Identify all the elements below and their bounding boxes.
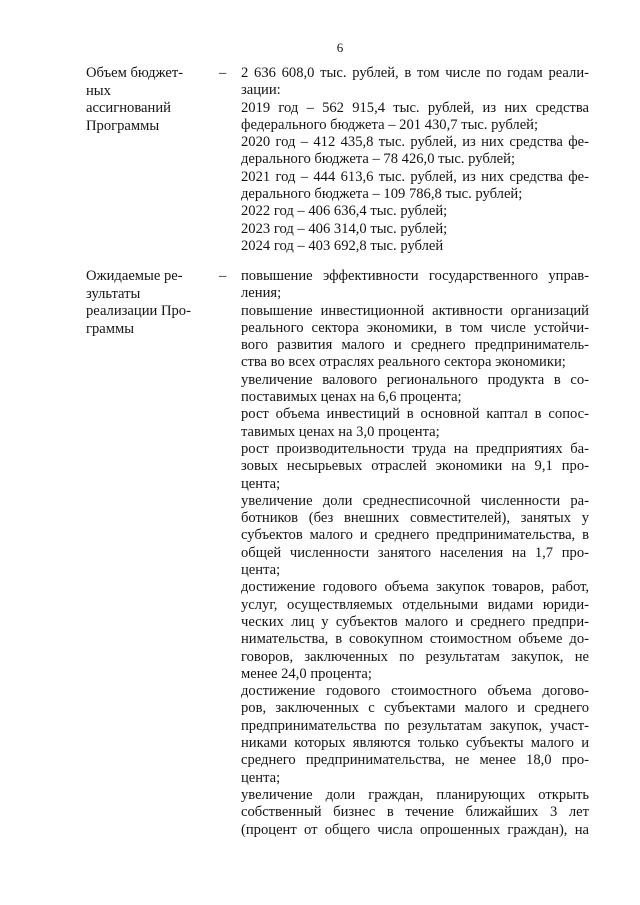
- results-label-line: зультаты: [86, 285, 141, 302]
- text-line: цента;: [241, 475, 281, 492]
- text-line: услуг, осуществляемых отдельными видами юриди-: [241, 596, 589, 613]
- results-dash: –: [219, 268, 227, 284]
- text-line: среднего предпринимательства, не менее 18,0 про-: [241, 752, 589, 769]
- text-line: 2021 год – 444 613,6 тыс. рублей, из них средства фе-: [241, 168, 589, 185]
- budget-2019-paragraph: [241, 100, 589, 135]
- text-line: рост объема инвестиций в основной каптал в сопос-: [241, 406, 589, 423]
- text-line: 2023 год – 406 314,0 тыс. рублей;: [241, 220, 448, 237]
- budget-label-line: ассигнований: [86, 100, 171, 116]
- text-line: федерального бюджета – 201 430,7 тыс. рублей;: [241, 116, 539, 133]
- budget-content: [241, 65, 589, 255]
- text-line: общей численности занятого населения на 1,7 про-: [241, 544, 589, 561]
- text-line: предпринимательства по результатам закупок, участ-: [241, 717, 589, 734]
- budget-label-line: Объем бюджет-: [86, 65, 184, 81]
- text-line: рост производительности труда на предприятиях ба-: [241, 440, 589, 457]
- text-line: тавимых ценах на 3,0 процента;: [241, 423, 440, 440]
- text-line: увеличение валового регионального продукта в со-: [241, 371, 589, 388]
- text-line: 2022 год – 406 636,4 тыс. рублей;: [241, 203, 448, 220]
- budget-2020-paragraph: [241, 134, 589, 169]
- result-item: [241, 493, 589, 579]
- text-line: 2024 год – 403 692,8 тыс. рублей: [241, 237, 444, 254]
- text-line: субъектов малого и среднего предпринимательства, в: [241, 527, 589, 544]
- budget-label-line: Программы: [86, 117, 160, 134]
- budget-dash: –: [219, 65, 227, 81]
- budget-total-paragraph: [241, 65, 589, 100]
- budget-2024-paragraph: [241, 238, 589, 255]
- results-label-line: граммы: [86, 320, 135, 337]
- results-content: [241, 268, 589, 839]
- text-line: ров, заключенных с субъектами малого и среднего: [241, 700, 589, 717]
- text-line: цента;: [241, 769, 281, 786]
- text-line: повышение инвестиционной активности организаций: [241, 302, 589, 319]
- text-line: повышение эффективности государственного управ-: [241, 268, 589, 284]
- text-line: дерального бюджета – 78 426,0 тыс. рублей;: [241, 151, 516, 168]
- text-line: достижение годового стоимостного объема догово-: [241, 683, 589, 700]
- text-line: ботников (без внешних совместителей), занятых у: [241, 510, 589, 527]
- text-line: ления;: [241, 285, 282, 302]
- text-line: нимательства, в совокупном стоимостном объеме до-: [241, 631, 589, 648]
- text-line: менее 24,0 процента;: [241, 665, 372, 682]
- results-label-line: реализации Про-: [86, 303, 191, 319]
- result-item: [241, 441, 589, 493]
- text-line: реального сектора экономики, в том числе устойчи-: [241, 319, 589, 336]
- results-label: [86, 268, 211, 338]
- text-line: увеличение доли граждан, планирующих открыть: [241, 786, 589, 803]
- text-line: зовых несырьевых отраслей экономики на 9,1 про-: [241, 458, 589, 475]
- page-number: 6: [336, 40, 344, 55]
- text-line: 2019 год – 562 915,4 тыс. рублей, из них средства: [241, 99, 589, 116]
- text-line: никами которых являются только субъекты малого и: [241, 735, 589, 752]
- text-line: (процент от общего числа опрошенных граждан), на: [241, 821, 589, 838]
- text-line: поставимых ценах на 6,6 процента;: [241, 389, 462, 406]
- text-line: зации:: [241, 82, 281, 99]
- result-item: [241, 406, 589, 441]
- budget-label: [86, 65, 211, 135]
- text-line: достижение годового объема закупок товаров, работ,: [241, 579, 589, 596]
- budget-label-line: ных: [86, 82, 111, 99]
- text-line: 2 636 608,0 тыс. рублей, в том числе по годам реали-: [241, 65, 589, 81]
- result-item: [241, 372, 589, 407]
- text-line: собственный бизнес в течение ближайших 3 лет: [241, 804, 589, 821]
- results-label-line: Ожидаемые ре-: [86, 268, 183, 284]
- text-line: дерального бюджета – 109 786,8 тыс. рублей;: [241, 186, 523, 203]
- text-line: 2020 год – 412 435,8 тыс. рублей, из них средства фе-: [241, 134, 589, 151]
- result-item: [241, 579, 589, 683]
- budget-2023-paragraph: [241, 221, 589, 238]
- text-line: ства во всех отраслях реального сектора экономики;: [241, 354, 566, 371]
- text-line: ческих лиц у субъектов малого и среднего предпри-: [241, 613, 589, 630]
- result-item: [241, 683, 589, 787]
- text-line: вого развития малого и среднего предприниматель-: [241, 337, 589, 354]
- budget-2022-paragraph: [241, 203, 589, 220]
- result-item: [241, 787, 589, 839]
- text-line: увеличение доли среднесписочной численности ра-: [241, 492, 589, 509]
- budget-2021-paragraph: [241, 169, 589, 204]
- result-item: [241, 268, 589, 303]
- text-line: говоров, заключенных по результатам закупок, не: [241, 648, 589, 665]
- result-item: [241, 303, 589, 372]
- text-line: цента;: [241, 562, 281, 579]
